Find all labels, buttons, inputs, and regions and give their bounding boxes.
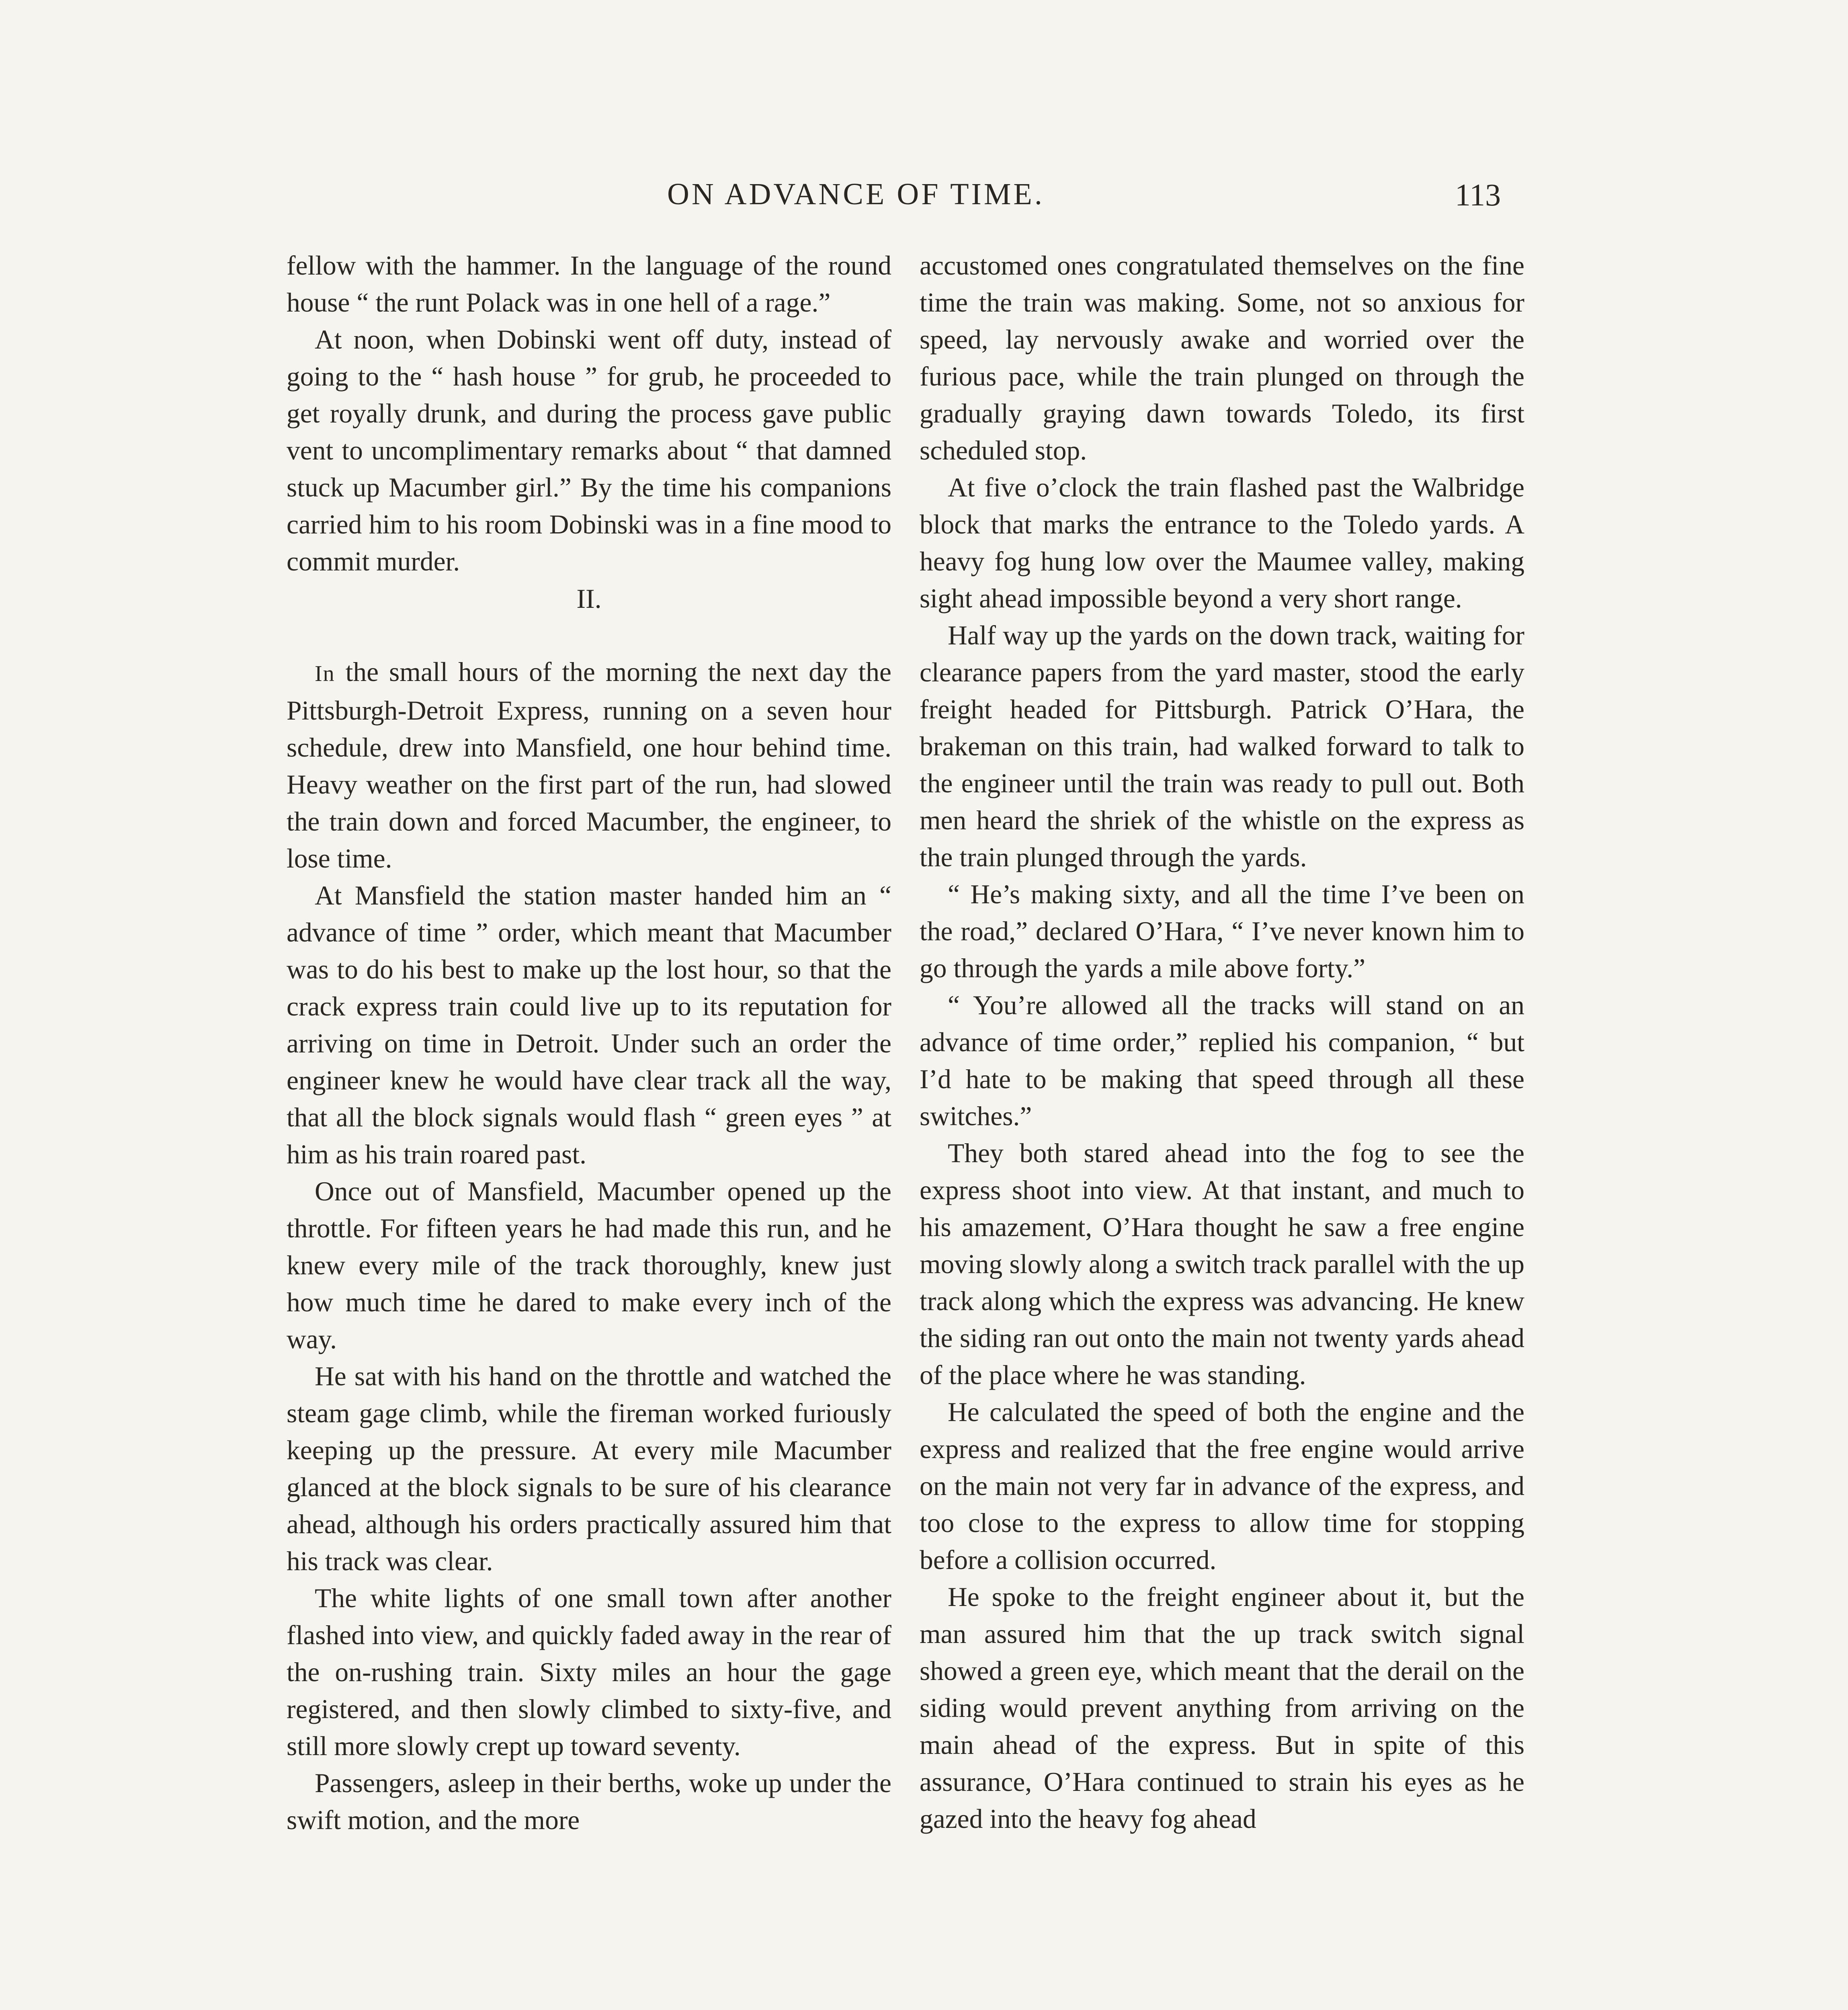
page-number: 113 xyxy=(1455,177,1501,212)
drop-lead-word: In xyxy=(315,661,335,686)
paragraph: Passengers, asleep in their berths, woke up under the swift motion, and the more xyxy=(287,1768,891,1835)
paragraph: They both stared ahead into the fog to see the express shoot into view. At that instant, and much to his amazement, O’Hara thought he saw a free engine moving slowly along a switch track parallel with the up track along which the express was advancing. He knew the siding ran out onto the main not twenty yards ahead of the place where he was standing. xyxy=(920,1138,1524,1390)
paragraph: fellow with the hammer. In the language of the round house “ the runt Polack was in one hell of a rage.” xyxy=(287,250,891,318)
paragraph: At Mansfield the station master handed him an “ advance of time ” order, which meant that Macumber was to do his best to make up the lost hour, so that the crack express train could live up to its reputation for arriving on time in Detroit. Under such an order the engineer knew he would have clear track all the way, that all the block signals would flash “ green eyes ” at him as his train roared past. xyxy=(287,880,891,1169)
paragraph: At noon, when Dobinski went off duty, instead of going to the “ hash house ” for grub, he proceeded to get royally drunk, and during the process gave public vent to uncomplimentary remarks about “ that damned stuck up Macumber girl.” By the time his companions carried him to his room Dobinski was in a fine mood to commit murder. xyxy=(287,324,891,576)
paragraph xyxy=(287,654,891,877)
paragraph: He spoke to the freight engineer about it, but the man assured him that the up track switch signal showed a green eye, which meant that the derail on the siding would prevent anything from arriving on the main ahead of the express. But in spite of this assurance, O’Hara continued to strain his eyes as he gazed into the heavy fog ahead xyxy=(920,1582,1524,1834)
paragraph: “ He’s making sixty, and all the time I’ve been on the road,” declared O’Hara, “ I’ve never known him to go through the yards a mile above forty.” xyxy=(920,879,1524,983)
paragraph: He calculated the speed of both the engine and the express and realized that the free engine would arrive on the main not very far in advance of the express, and too close to the express to allow time for stopping before a collision occurred. xyxy=(920,1397,1524,1575)
paragraph-text: the small hours of the morning the next day the Pittsburgh-Detroit Express, running on a seven hour schedule, drew into Mansfield, one hour behind time. Heavy weather on the first part of the run, had slowed the train down and forced Macumber, the engineer, to lose time. xyxy=(287,657,891,874)
right-column xyxy=(920,247,1524,1838)
paragraph: Half way up the yards on the down track, waiting for clearance papers from the yard master, stood the early freight headed for Pittsburgh. Patrick O’Hara, the brakeman on this train, had walked forward to talk to the engineer until the train was ready to pull out. Both men heard the shriek of the whistle on the express as the train plunged through the yards. xyxy=(920,620,1524,872)
paragraph: The white lights of one small town after another flashed into view, and quickly faded away in the rear of the on-rushing train. Sixty miles an hour the gage registered, and then slowly climbed to sixty-five, and still more slowly crept up toward seventy. xyxy=(287,1583,891,1761)
paragraph: “ You’re allowed all the tracks will stand on an advance of time order,” replied his companion, “ but I’d hate to be making that speed through all these switches.” xyxy=(920,990,1524,1131)
paragraph: accustomed ones congratulated themselves on the fine time the train was making. Some, not so anxious for speed, lay nervously awake and worried over the furious pace, while the train plunged on through the gradually graying dawn towards Toledo, its first scheduled stop. xyxy=(920,250,1524,466)
left-column xyxy=(287,247,891,1839)
paragraph: At five o’clock the train flashed past the Walbridge block that marks the entrance to the Toledo yards. A heavy fog hung low over the Maumee valley, making sight ahead impossible beyond a very short range. xyxy=(920,472,1524,613)
section-heading: II. xyxy=(576,583,602,614)
paragraph: Once out of Mansfield, Macumber opened up the throttle. For fifteen years he had made this run, and he knew every mile of the track thoroughly, knew just how much time he dared to make every inch of the way. xyxy=(287,1176,891,1354)
running-title: ON ADVANCE OF TIME. xyxy=(667,177,1045,211)
paragraph: He sat with his hand on the throttle and watched the steam gage climb, while the fireman worked furiously keeping up the pressure. At every mile Macumber glanced at the block signals to be sure of his clearance ahead, although his orders practically assured him that his track was clear. xyxy=(287,1361,891,1576)
